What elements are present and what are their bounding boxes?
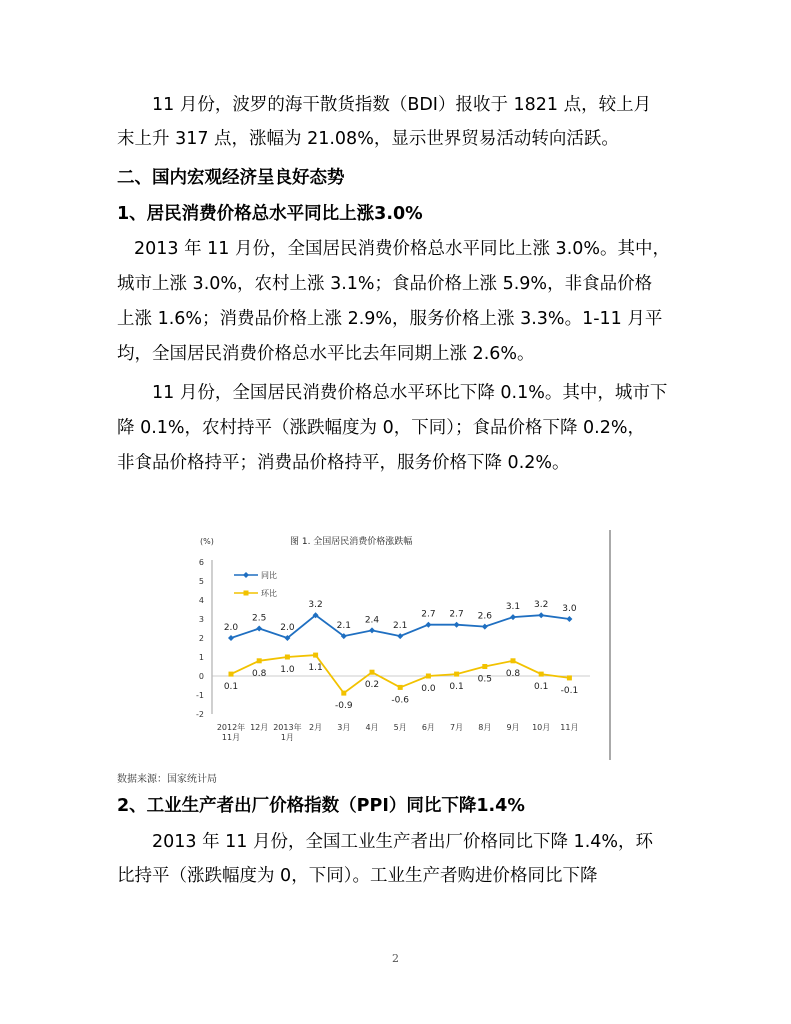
- data-label-mom: -0.1: [560, 685, 579, 696]
- data-point-yoy: [228, 635, 234, 641]
- x-tick-label: 2012年: [216, 723, 246, 732]
- y-tick-label: 3: [198, 615, 204, 624]
- legend-label-mom: 环比: [261, 589, 277, 598]
- subsection-heading-cpi: 1、居民消费价格总水平同比上涨3.0%: [117, 204, 423, 224]
- data-label-yoy: 2.7: [421, 609, 436, 620]
- x-tick-label: 8月: [478, 723, 492, 732]
- para3-line3: 非食品价格持平；消费品价格持平，服务价格下降 0.2%。: [117, 453, 570, 473]
- y-tick-label: 0: [198, 672, 204, 681]
- para1-line2: 末上升 317 点，涨幅为 21.08%，显示世界贸易活动转向活跃。: [117, 129, 619, 149]
- data-label-mom: 1.0: [280, 665, 295, 675]
- y-tick-label: 1: [198, 653, 204, 662]
- data-label-yoy: 2.0: [280, 623, 295, 633]
- x-tick-label: 6月: [421, 723, 435, 732]
- legend-marker-mom: [244, 591, 249, 596]
- data-label-yoy: 3.0: [562, 604, 577, 614]
- y-tick-label: -1: [196, 691, 204, 700]
- data-point-yoy: [538, 612, 544, 618]
- data-point-yoy: [566, 616, 572, 622]
- x-tick-label: 2月: [309, 723, 323, 732]
- subsection-heading-ppi: 2、工业生产者出厂价格指数（PPI）同比下降1.4%: [117, 796, 525, 816]
- y-tick-label: 5: [198, 577, 204, 586]
- data-point-mom: [313, 653, 318, 658]
- para2-line2: 城市上涨 3.0%，农村上涨 3.1%；食品价格上涨 5.9%，非食品价格: [117, 274, 653, 294]
- data-point-mom: [285, 655, 290, 660]
- data-point-mom: [398, 685, 403, 690]
- data-label-mom: 1.1: [308, 663, 323, 674]
- data-label-mom: 0.8: [505, 668, 521, 679]
- x-tick-label: 7月: [450, 723, 464, 732]
- para2-line1: 2013 年 11 月份，全国居民消费价格总水平同比上涨 3.0%。其中，: [134, 239, 671, 259]
- data-label-yoy: 2.6: [477, 611, 492, 622]
- data-point-mom: [426, 674, 431, 679]
- data-point-mom: [482, 664, 487, 669]
- x-tick-label: 12月: [250, 723, 269, 732]
- data-point-mom: [229, 672, 234, 677]
- x-tick-label: 1月: [280, 733, 294, 742]
- data-label-yoy: 2.1: [336, 621, 351, 632]
- data-label-yoy: 2.7: [449, 609, 464, 620]
- data-label-mom: 0.1: [534, 682, 549, 693]
- para2-line4: 均，全国居民消费价格总水平比去年同期上涨 2.6%。: [117, 344, 535, 364]
- data-point-mom: [454, 672, 459, 677]
- data-label-yoy: 2.0: [223, 623, 239, 633]
- x-tick-label: 3月: [337, 723, 351, 732]
- data-point-yoy: [510, 614, 516, 620]
- y-tick-label: 4: [198, 596, 204, 605]
- data-point-yoy: [369, 627, 375, 633]
- data-label-mom: -0.9: [335, 701, 353, 712]
- data-label-yoy: 3.2: [534, 600, 549, 611]
- y-tick-label: -2: [196, 710, 204, 719]
- data-point-yoy: [482, 624, 488, 630]
- x-tick-label: 9月: [506, 723, 520, 732]
- data-label-yoy: 2.1: [393, 621, 408, 632]
- x-tick-label: 11月: [560, 723, 579, 732]
- data-point-mom: [511, 658, 516, 663]
- data-label-mom: 0.2: [364, 680, 380, 691]
- x-tick-label: 2013年: [273, 723, 302, 732]
- data-label-mom: 0.0: [421, 684, 436, 694]
- chart-title: 图 1. 全国居民消费价格涨跌幅: [290, 537, 413, 547]
- data-point-mom: [567, 675, 572, 680]
- legend-label-yoy: 同比: [261, 571, 277, 580]
- cpi-chart: [190, 528, 620, 760]
- x-tick-label: 11月: [221, 733, 241, 742]
- data-point-mom: [341, 691, 346, 696]
- y-tick-label: 6: [198, 558, 204, 567]
- data-point-yoy: [454, 622, 460, 628]
- y-tick-label: 2: [198, 634, 204, 643]
- data-source-note: 数据来源：国家统计局: [117, 774, 217, 785]
- data-point-yoy: [397, 633, 403, 639]
- x-tick-label: 10月: [532, 723, 551, 732]
- data-label-mom: 0.8: [252, 668, 267, 679]
- data-point-yoy: [256, 626, 262, 632]
- para3-line2: 降 0.1%，农村持平（涨跌幅度为 0，下同）；食品价格下降 0.2%，: [117, 418, 645, 438]
- data-label-yoy: 3.1: [505, 602, 521, 613]
- data-label-yoy: 2.5: [252, 613, 267, 624]
- data-label-yoy: 2.4: [364, 615, 380, 626]
- para4-line2: 比持平（涨跌幅度为 0，下同）。工业生产者购进价格同比下降: [117, 866, 598, 886]
- data-label-mom: 0.1: [223, 682, 239, 693]
- para1-line1: 11 月份，波罗的海干散货指数（BDI）报收于 1821 点，较上月: [152, 95, 652, 115]
- para3-line1: 11 月份，全国居民消费价格总水平环比下降 0.1%。其中，城市下: [152, 383, 668, 403]
- section-heading: 二、国内宏观经济呈良好态势: [117, 168, 345, 188]
- x-tick-label: 4月: [365, 723, 379, 732]
- x-tick-label: 5月: [393, 723, 407, 732]
- data-label-mom: 0.5: [477, 674, 492, 685]
- page-number: 2: [392, 952, 399, 965]
- data-label-yoy: 3.2: [308, 600, 323, 611]
- legend-marker-yoy: [243, 572, 249, 578]
- y-unit-label: (%): [200, 537, 214, 546]
- data-point-yoy: [425, 622, 431, 628]
- para2-line3: 上涨 1.6%；消费品价格上涨 2.9%，服务价格上涨 3.3%。1-11 月平: [117, 309, 663, 329]
- data-point-mom: [370, 670, 375, 675]
- data-point-mom: [539, 672, 544, 677]
- data-label-mom: 0.1: [449, 682, 464, 693]
- data-point-mom: [257, 658, 262, 663]
- data-label-mom: -0.6: [391, 695, 409, 706]
- para4-line1: 2013 年 11 月份，全国工业生产者出厂价格同比下降 1.4%，环: [152, 832, 654, 852]
